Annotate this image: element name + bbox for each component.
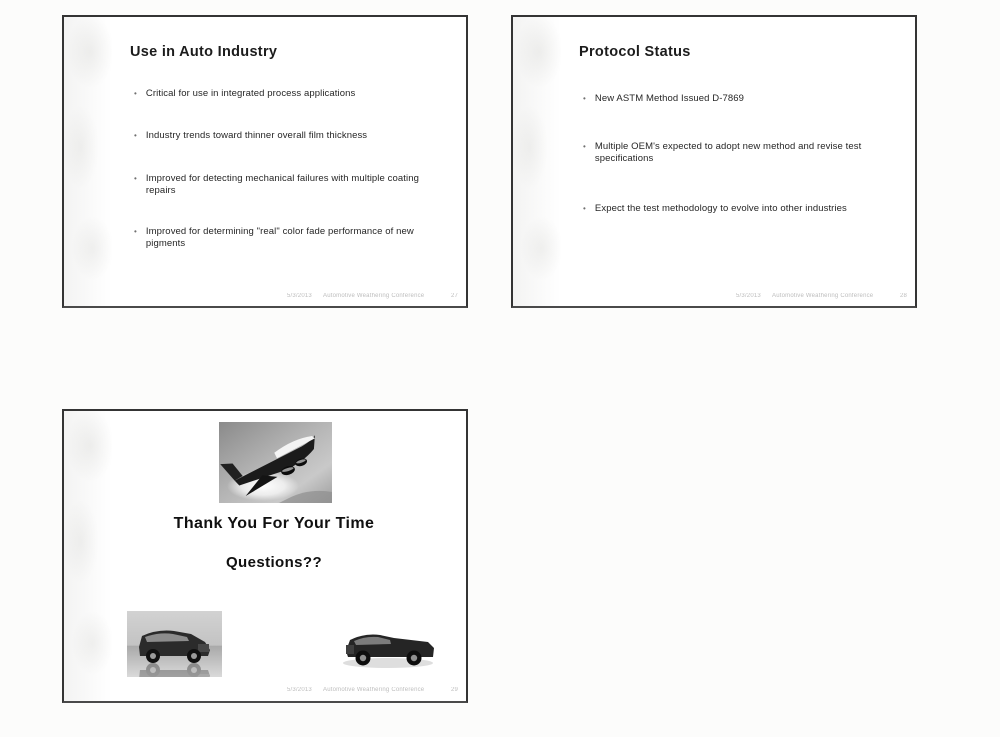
- bullet-item: [583, 203, 895, 215]
- bullet-text: Critical for use in integrated process applications: [145, 88, 356, 99]
- bullet-icon: •: [134, 131, 137, 140]
- footer-page-number: 29: [451, 687, 459, 693]
- bullet-text: New ASTM Method Issued D-7869: [594, 93, 745, 104]
- slide-thank-you: [62, 409, 468, 703]
- bullet-icon: •: [134, 89, 137, 98]
- bullet-text: Improved for detecting mechanical failures with multiple coating repairs: [145, 173, 419, 196]
- slide-footer: [513, 293, 915, 305]
- bullet-icon: •: [583, 204, 586, 213]
- bullet-item: [134, 173, 446, 197]
- slide-use-in-auto-industry: [62, 15, 468, 308]
- questions-text: Questions??: [225, 554, 323, 571]
- footer-event: Automotive Weathering Conference: [323, 687, 425, 693]
- bullet-text: Expect the test methodology to evolve into other industries: [594, 203, 847, 214]
- bullet-text: Industry trends toward thinner overall film thickness: [145, 130, 368, 141]
- footer-page-number: 28: [900, 293, 908, 299]
- slide-footer: [64, 293, 466, 305]
- slide-title: Use in Auto Industry: [130, 44, 278, 60]
- bullet-icon: •: [583, 142, 586, 151]
- bullet-item: [583, 93, 895, 105]
- bullet-item: [134, 88, 446, 100]
- bullet-icon: •: [134, 227, 137, 236]
- bullet-text: Improved for determining "real" color fade performance of new pigments: [145, 226, 414, 249]
- bullet-item: [134, 130, 446, 142]
- bullet-item: [134, 226, 446, 250]
- slide-footer: [64, 687, 466, 699]
- footer-date: 5/3/2013: [287, 293, 312, 299]
- airplane-photo: [219, 422, 332, 503]
- footer-date: 5/3/2013: [736, 293, 761, 299]
- footer-date: 5/3/2013: [287, 687, 312, 693]
- suv-photo: [127, 611, 222, 677]
- pickup-truck-photo: [338, 617, 440, 674]
- bullet-text: Multiple OEM's expected to adopt new method and revise test specifications: [594, 141, 862, 164]
- bullet-item: [583, 141, 895, 165]
- footer-page-number: 27: [451, 293, 459, 299]
- thank-you-text: Thank You For Your Time: [173, 515, 375, 532]
- footer-event: Automotive Weathering Conference: [323, 293, 425, 299]
- bullet-icon: •: [134, 174, 137, 183]
- slide-protocol-status: [511, 15, 917, 308]
- bullet-icon: •: [583, 94, 586, 103]
- slide-title: Protocol Status: [579, 44, 691, 60]
- footer-event: Automotive Weathering Conference: [772, 293, 874, 299]
